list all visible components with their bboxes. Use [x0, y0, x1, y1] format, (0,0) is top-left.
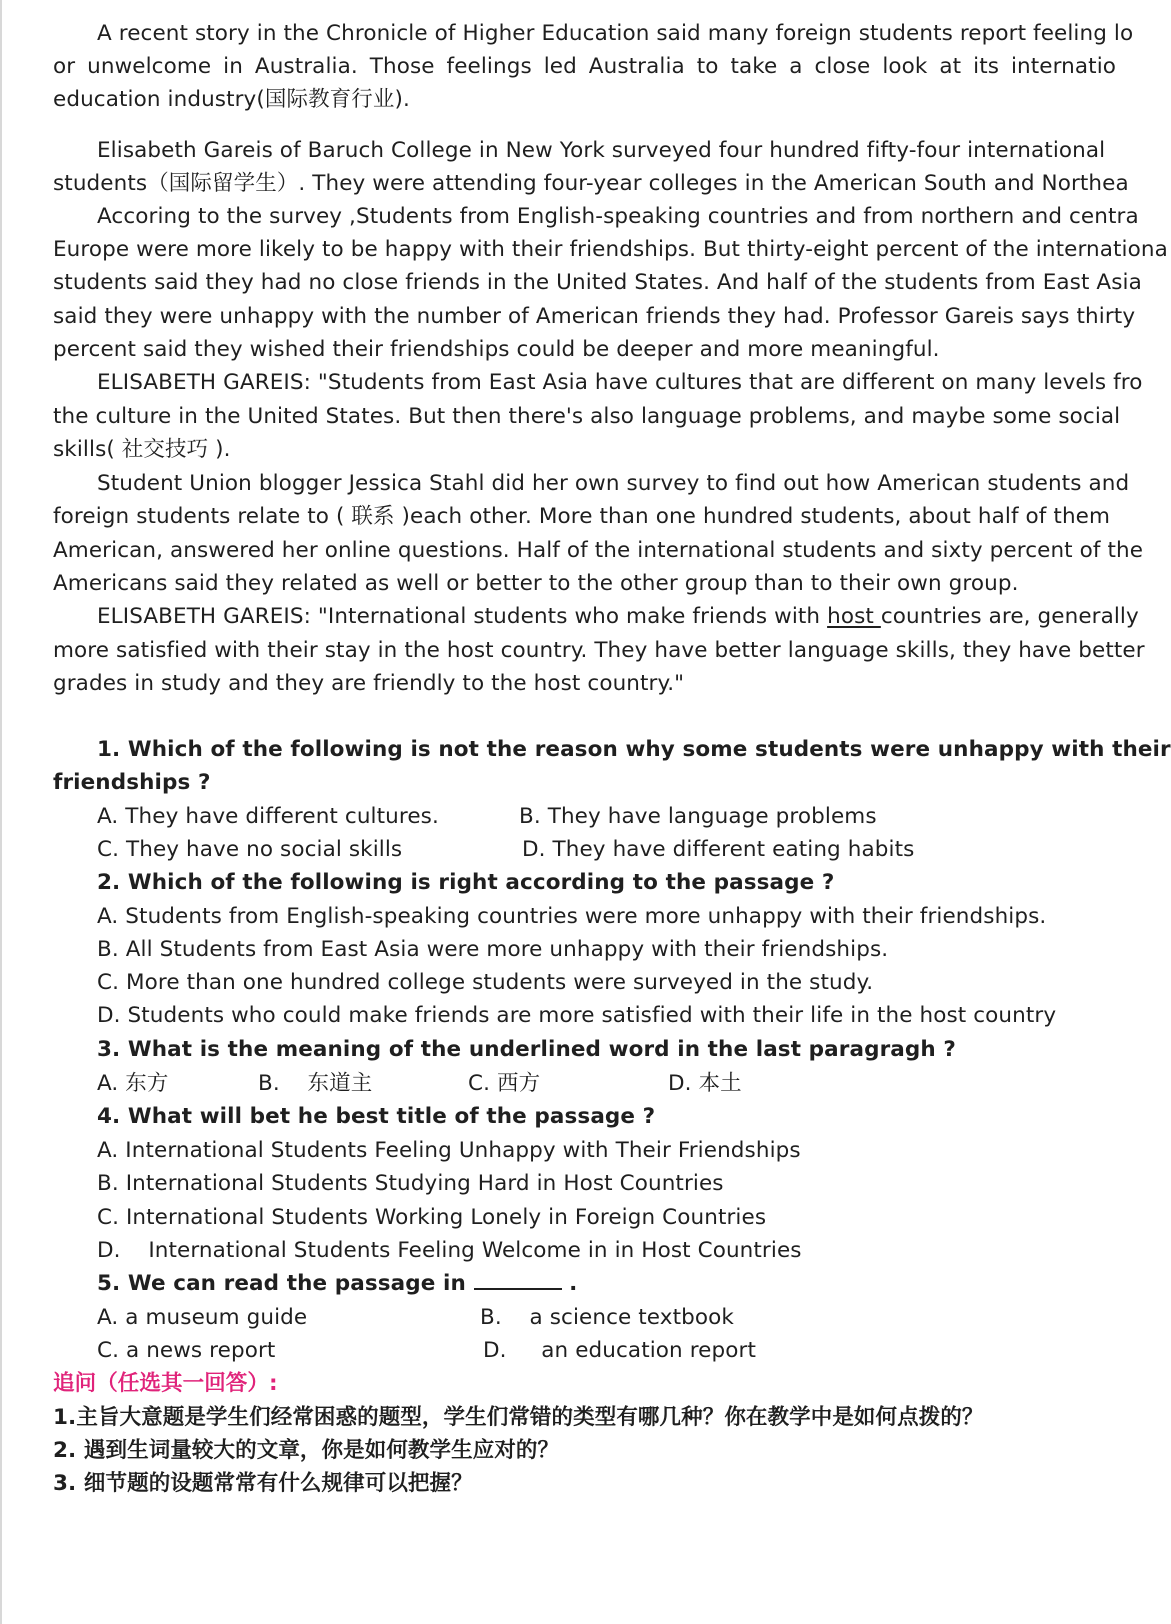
q1-stem-line1: 1. Which of the following is not the reason why some students were unhappy with their: [97, 737, 1171, 762]
passage-p3-line2: Europe were more likely to be happy with their friendships. But thirty-eight percent of the internationa: [53, 237, 1168, 262]
q2-option-c: C. More than one hundred college students were surveyed in the study.: [97, 970, 874, 995]
passage-p3-line1: Accoring to the survey ,Students from English-speaking countries and from northern and centra: [97, 204, 1139, 229]
passage-p6-line1: [97, 602, 1139, 632]
q5-answer-blank: [474, 1270, 562, 1290]
q3-option-a: A. 东方: [97, 1071, 169, 1096]
q2-option-a: A. Students from English-speaking countries were more unhappy with their friendships.: [97, 904, 1047, 929]
followup-item-1: 1.主旨大意题是学生们经常困惑的题型，学生们常错的类型有哪几种？你在教学中是如何点拨的？: [53, 1405, 984, 1430]
p6-text-after: countries are, generally: [880, 604, 1139, 629]
q5-option-a: A. a museum guide: [97, 1305, 308, 1330]
passage-p5-line2: foreign students relate to ( 联系 )each other. More than one hundred students, about half of them: [53, 504, 1111, 529]
q2-option-b: B. All Students from East Asia were more unhappy with their friendships.: [97, 937, 889, 962]
passage-p4-line3: skills( 社交技巧 ).: [53, 437, 231, 462]
followup-item-2: 2. 遇到生词量较大的文章，你是如何教学生应对的？: [53, 1438, 560, 1463]
passage-p1-line1: A recent story in the Chronicle of Higher Education said many foreign students report feeling lo: [97, 21, 1134, 46]
followup-heading: 追问（任选其一回答）:: [53, 1371, 278, 1396]
passage-p5-line4: Americans said they related as well or better to the other group than to their own group.: [53, 571, 1019, 596]
passage-p4-line2: the culture in the United States. But then there's also language problems, and maybe some social: [53, 404, 1121, 429]
q1-option-d: D. They have different eating habits: [522, 837, 915, 862]
q3-option-d: D. 本土: [668, 1071, 742, 1096]
q5-stem-text: 5. We can read the passage in: [97, 1271, 474, 1296]
passage-p1-line3: education industry(国际教育行业).: [53, 87, 410, 112]
passage-p6-line3: grades in study and they are friendly to the host country.": [53, 671, 685, 696]
q3-stem: 3. What is the meaning of the underlined word in the last paragragh ?: [97, 1037, 956, 1062]
page-edge-divider: [0, 0, 2, 1624]
q3-option-b: B. 东道主: [258, 1071, 373, 1096]
q4-option-a: A. International Students Feeling Unhappy with Their Friendships: [97, 1138, 801, 1163]
passage-p4-line1: ELISABETH GAREIS: "Students from East Asia have cultures that are different on many levels fro: [97, 370, 1143, 395]
passage-p5-line1: Student Union blogger Jessica Stahl did her own survey to find out how American students and: [97, 471, 1130, 496]
passage-p2-line1: Elisabeth Gareis of Baruch College in New York surveyed four hundred fifty-four international: [97, 138, 1106, 163]
q1-option-c: C. They have no social skills: [97, 837, 403, 862]
q1-option-a: A. They have different cultures.: [97, 804, 439, 829]
q4-option-d: D. International Students Feeling Welcome in in Host Countries: [97, 1238, 802, 1263]
q5-option-c: C. a news report: [97, 1338, 276, 1363]
followup-item-3: 3. 细节题的设题常常有什么规律可以把握？: [53, 1471, 473, 1496]
q4-option-c: C. International Students Working Lonely in Foreign Countries: [97, 1205, 767, 1230]
q4-option-b: B. International Students Studying Hard in Host Countries: [97, 1171, 724, 1196]
q3-option-c: C. 西方: [468, 1071, 541, 1096]
q2-option-d: D. Students who could make friends are more satisfied with their life in the host country: [97, 1003, 1057, 1028]
q2-stem: 2. Which of the following is right according to the passage ?: [97, 870, 835, 895]
passage-p3-line5: percent said they wished their friendships could be deeper and more meaningful.: [53, 337, 940, 362]
q1-stem-line2: friendships ?: [53, 770, 211, 795]
q5-stem: [97, 1269, 577, 1299]
underlined-word-host: host: [827, 604, 881, 629]
q1-option-b: B. They have language problems: [519, 804, 877, 829]
passage-p1-line2: or unwelcome in Australia. Those feelings led Australia to take a close look at its internatio: [53, 54, 1117, 79]
passage-p2-line2: students（国际留学生）. They were attending four-year colleges in the American South and Northea: [53, 171, 1129, 196]
passage-p6-line2: more satisfied with their stay in the host country. They have better language skills, they have better: [53, 638, 1145, 663]
q5-option-d: D. an education report: [483, 1338, 756, 1363]
q5-option-b: B. a science textbook: [480, 1305, 734, 1330]
q4-stem: 4. What will bet he best title of the passage ?: [97, 1104, 656, 1129]
q5-stem-end: .: [561, 1271, 578, 1296]
p6-text-before: ELISABETH GAREIS: "International students who make friends with: [97, 604, 828, 629]
passage-p3-line4: said they were unhappy with the number of American friends they had. Professor Gareis says thirty: [53, 304, 1136, 329]
passage-p5-line3: American, answered her online questions. Half of the international students and sixty percent of the: [53, 538, 1144, 563]
passage-p3-line3: students said they had no close friends in the United States. And half of the students from East Asia: [53, 270, 1142, 295]
